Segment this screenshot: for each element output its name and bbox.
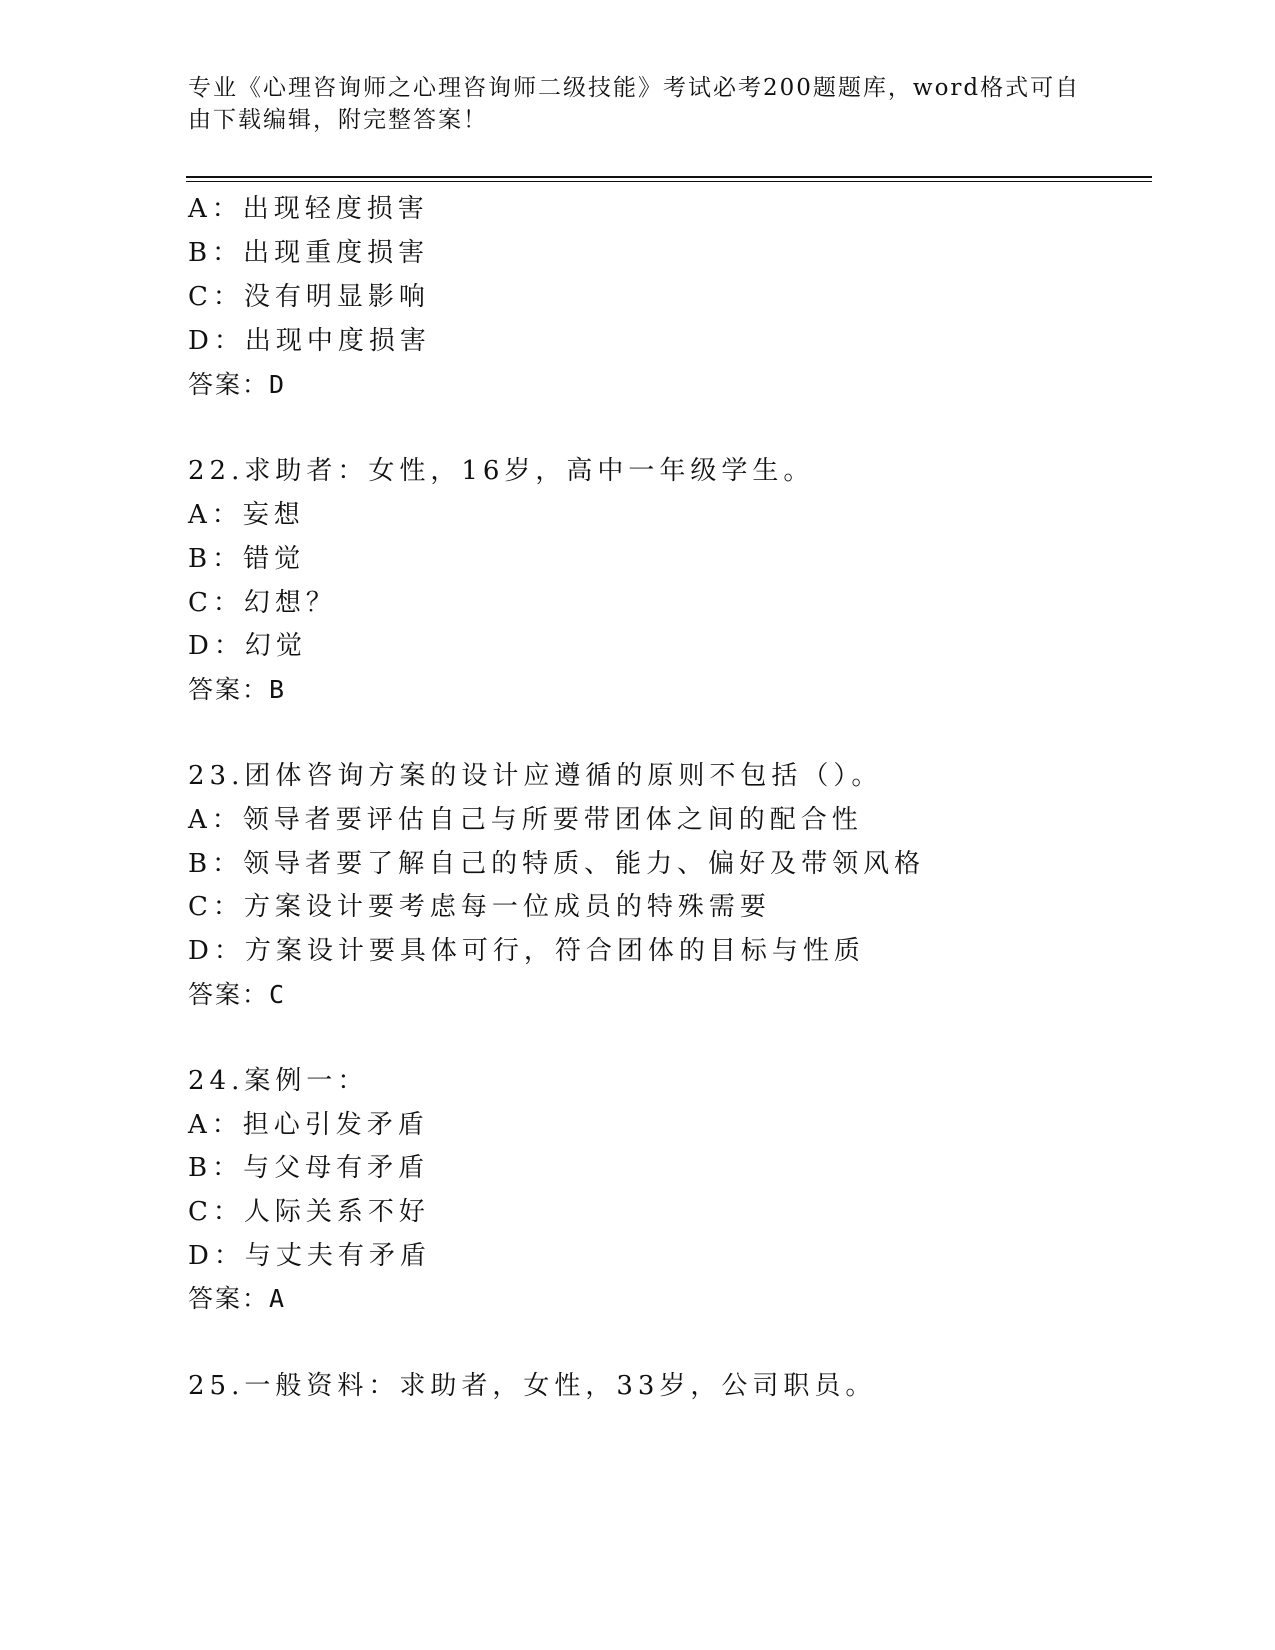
question-text: 23.团体咨询方案的设计应遵循的原则不包括（）。 [188,761,883,791]
question-text: 25.一般资料：求助者，女性，33岁，公司职员。 [188,1371,877,1401]
question-text: 24.案例一： [188,1066,369,1096]
header-line-1: 专业《心理咨询师之心理咨询师二级技能》考试必考200题题库，word格式可自 [188,75,1081,101]
option-b: B：领导者要了解自己的特质、能力、偏好及带领风格 [188,849,926,879]
option-c: C：方案设计要考虑每一位成员的特殊需要 [188,892,771,922]
option-d: D：与丈夫有矛盾 [188,1241,431,1271]
option-a: A：妄想 [188,500,305,530]
option-c: C：没有明显影响 [188,282,430,312]
answer-line: 答案：B [188,675,287,704]
answer-line: 答案：A [188,1284,287,1313]
option-b: B：错觉 [188,544,306,574]
document-header [188,72,1088,136]
question-text: 22.求助者：女性，16岁，高中一年级学生。 [188,456,815,486]
option-c: C：人际关系不好 [188,1197,430,1227]
option-b: B：出现重度损害 [188,238,430,268]
option-a: A：担心引发矛盾 [188,1110,429,1140]
header-divider [186,176,1152,182]
option-a: A：出现轻度损害 [188,194,429,224]
option-d: D：方案设计要具体可行，符合团体的目标与性质 [188,936,865,966]
option-d: D：出现中度损害 [188,326,431,356]
option-b: B：与父母有矛盾 [188,1153,430,1183]
answer-line: 答案：C [188,980,287,1009]
option-c: C：幻想？ [188,588,337,618]
option-d: D：幻觉 [188,631,307,661]
answer-line: 答案：D [188,370,287,399]
header-line-2: 由下载编辑，附完整答案！ [188,107,488,133]
option-a: A：领导者要评估自己与所要带团体之间的配合性 [188,805,863,835]
